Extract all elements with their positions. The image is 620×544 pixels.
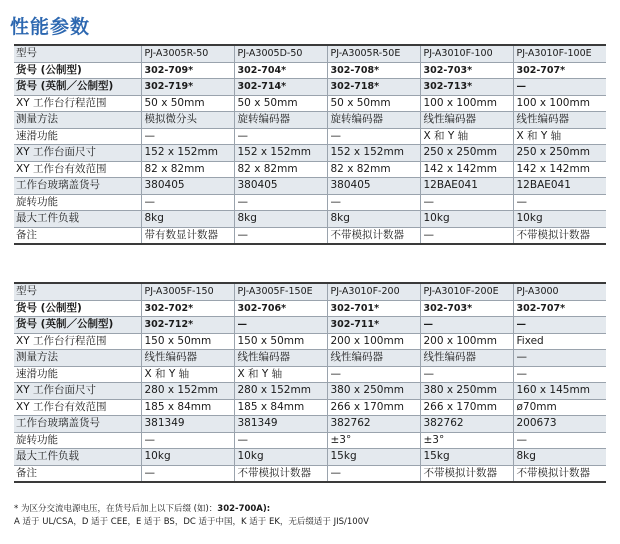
table-cell: 152 x 152mm xyxy=(234,145,327,162)
table-cell: 8kg xyxy=(513,449,606,466)
table-row xyxy=(14,350,606,367)
table-cell: — xyxy=(141,465,234,482)
table-cell: 82 x 82mm xyxy=(327,161,420,178)
table-cell: 12BAE041 xyxy=(513,178,606,195)
table-cell: — xyxy=(420,317,513,334)
table-row xyxy=(14,383,606,400)
row-label: 旋转功能 xyxy=(14,194,141,211)
table-cell: 旋转编码器 xyxy=(327,112,420,129)
table-cell: 381349 xyxy=(141,416,234,433)
table-row xyxy=(14,333,606,350)
table-row xyxy=(14,300,606,317)
table-cell: Fixed xyxy=(513,333,606,350)
row-label: 速滑功能 xyxy=(14,366,141,383)
spec-table-2-body xyxy=(14,283,606,482)
table-row xyxy=(14,432,606,449)
table-cell: — xyxy=(327,128,420,145)
table-cell: — xyxy=(141,194,234,211)
table-cell: 15kg xyxy=(327,449,420,466)
table-cell: 380405 xyxy=(141,178,234,195)
table-cell: 8kg xyxy=(234,211,327,228)
table-cell: 266 x 170mm xyxy=(420,399,513,416)
table-cell: 线性编码器 xyxy=(420,112,513,129)
table-cell: 不带模拟计数器 xyxy=(420,465,513,482)
table-cell: 50 x 50mm xyxy=(327,95,420,112)
table-cell: 382762 xyxy=(420,416,513,433)
table-cell: 160 x 145mm xyxy=(513,383,606,400)
table-row xyxy=(14,465,606,482)
table-cell: X 和 Y 轴 xyxy=(420,128,513,145)
table-row xyxy=(14,416,606,433)
table-cell: 302-702* xyxy=(141,300,234,317)
table-cell: 250 x 250mm xyxy=(420,145,513,162)
row-label: XY 工作台面尺寸 xyxy=(14,145,141,162)
table-cell: 旋转编码器 xyxy=(234,112,327,129)
table-row xyxy=(14,399,606,416)
row-label: XY 工作台有效范围 xyxy=(14,399,141,416)
table-cell: PJ-A3005R-50E xyxy=(327,45,420,62)
table-cell: PJ-A3010F-200 xyxy=(327,283,420,300)
table-cell: 线性编码器 xyxy=(420,350,513,367)
row-label: XY 工作台行程范围 xyxy=(14,95,141,112)
table-cell: 302-707* xyxy=(513,62,606,79)
table-cell: PJ-A3005D-50 xyxy=(234,45,327,62)
table-cell: — xyxy=(513,366,606,383)
table-cell: 185 x 84mm xyxy=(141,399,234,416)
row-label: 备注 xyxy=(14,465,141,482)
table-cell: 280 x 152mm xyxy=(141,383,234,400)
table-cell: 302-703* xyxy=(420,300,513,317)
table-cell: 280 x 152mm xyxy=(234,383,327,400)
table-cell: 302-701* xyxy=(327,300,420,317)
footnote-line-1 xyxy=(14,503,369,516)
table-row xyxy=(14,95,606,112)
table-header-row xyxy=(14,45,606,62)
table-row xyxy=(14,211,606,228)
table-cell: — xyxy=(420,194,513,211)
row-label: 测量方法 xyxy=(14,350,141,367)
table-cell: — xyxy=(420,227,513,244)
table-cell: 382762 xyxy=(327,416,420,433)
table-cell: 线性编码器 xyxy=(513,112,606,129)
table-cell: 380405 xyxy=(327,178,420,195)
table-header-row xyxy=(14,283,606,300)
table-cell: — xyxy=(327,194,420,211)
row-label: 货号 (英制／公制型) xyxy=(14,79,141,96)
table-cell: — xyxy=(513,194,606,211)
spec-table-1-body xyxy=(14,45,606,244)
table-cell: 380 x 250mm xyxy=(420,383,513,400)
table-cell: — xyxy=(234,128,327,145)
table-cell: 8kg xyxy=(141,211,234,228)
table-row xyxy=(14,145,606,162)
table-cell: — xyxy=(513,350,606,367)
row-label: 工作台玻璃盖货号 xyxy=(14,178,141,195)
table-cell: 8kg xyxy=(327,211,420,228)
table-row xyxy=(14,366,606,383)
table-cell: ±3° xyxy=(327,432,420,449)
table-cell: — xyxy=(513,317,606,334)
table-cell: PJ-A3000 xyxy=(513,283,606,300)
table-cell: 12BAE041 xyxy=(420,178,513,195)
row-label: XY 工作台行程范围 xyxy=(14,333,141,350)
table-cell: PJ-A3005F-150 xyxy=(141,283,234,300)
table-cell: 15kg xyxy=(420,449,513,466)
table-cell: 带有数显计数器 xyxy=(141,227,234,244)
table-row xyxy=(14,79,606,96)
table-cell: — xyxy=(513,79,606,96)
table-cell: X 和 Y 轴 xyxy=(513,128,606,145)
table-row xyxy=(14,227,606,244)
spec-table-1 xyxy=(14,44,606,245)
table-cell: 不带模拟计数器 xyxy=(513,465,606,482)
table-row xyxy=(14,62,606,79)
table-cell: — xyxy=(234,317,327,334)
table-cell: 10kg xyxy=(141,449,234,466)
table-cell: — xyxy=(513,432,606,449)
table-cell: PJ-A3010F-200E xyxy=(420,283,513,300)
table-cell: — xyxy=(141,128,234,145)
table-cell: 不带模拟计数器 xyxy=(234,465,327,482)
table-cell: 302-708* xyxy=(327,62,420,79)
table-cell: 模拟微分头 xyxy=(141,112,234,129)
table-cell: 50 x 50mm xyxy=(234,95,327,112)
table-row xyxy=(14,161,606,178)
table-row xyxy=(14,194,606,211)
row-label: 货号 (公制型) xyxy=(14,62,141,79)
table-cell: 142 x 142mm xyxy=(513,161,606,178)
table-cell: 150 x 50mm xyxy=(234,333,327,350)
table-cell: 381349 xyxy=(234,416,327,433)
table-cell: 152 x 152mm xyxy=(327,145,420,162)
table-cell: 185 x 84mm xyxy=(234,399,327,416)
table-cell: ±3° xyxy=(420,432,513,449)
row-label: 型号 xyxy=(14,45,141,62)
row-label: 最大工件负载 xyxy=(14,211,141,228)
table-row xyxy=(14,112,606,129)
table-row xyxy=(14,128,606,145)
table-cell: 302-706* xyxy=(234,300,327,317)
table-cell: 302-709* xyxy=(141,62,234,79)
table-cell: — xyxy=(327,465,420,482)
table-cell: 不带模拟计数器 xyxy=(327,227,420,244)
table-cell: 100 x 100mm xyxy=(420,95,513,112)
table-cell: 150 x 50mm xyxy=(141,333,234,350)
table-cell: 200 x 100mm xyxy=(420,333,513,350)
table-cell: 线性编码器 xyxy=(327,350,420,367)
table-row xyxy=(14,178,606,195)
table-cell: 82 x 82mm xyxy=(141,161,234,178)
table-cell: PJ-A3010F-100E xyxy=(513,45,606,62)
table-row xyxy=(14,449,606,466)
table-cell: 50 x 50mm xyxy=(141,95,234,112)
table-cell: 302-714* xyxy=(234,79,327,96)
table-cell: — xyxy=(234,227,327,244)
table-cell: — xyxy=(420,366,513,383)
table-cell: — xyxy=(234,194,327,211)
table-cell: — xyxy=(141,432,234,449)
table-cell: 302-707* xyxy=(513,300,606,317)
table-cell: X 和 Y 轴 xyxy=(234,366,327,383)
table-cell: 200673 xyxy=(513,416,606,433)
table-cell: X 和 Y 轴 xyxy=(141,366,234,383)
table-cell: 266 x 170mm xyxy=(327,399,420,416)
row-label: 旋转功能 xyxy=(14,432,141,449)
footnote-example: 302-700A xyxy=(217,504,263,514)
table-cell: PJ-A3005F-150E xyxy=(234,283,327,300)
table-cell: 302-718* xyxy=(327,79,420,96)
row-label: 备注 xyxy=(14,227,141,244)
table-cell: 200 x 100mm xyxy=(327,333,420,350)
table-cell: 302-711* xyxy=(327,317,420,334)
row-label: XY 工作台面尺寸 xyxy=(14,383,141,400)
table-row xyxy=(14,317,606,334)
table-cell: 100 x 100mm xyxy=(513,95,606,112)
row-label: 测量方法 xyxy=(14,112,141,129)
table-cell: 380405 xyxy=(234,178,327,195)
table-cell: — xyxy=(327,366,420,383)
table-cell: 线性编码器 xyxy=(141,350,234,367)
table-cell: 250 x 250mm xyxy=(513,145,606,162)
table-cell: 302-719* xyxy=(141,79,234,96)
table-cell: 152 x 152mm xyxy=(141,145,234,162)
row-label: 货号 (英制／公制型) xyxy=(14,317,141,334)
table-cell: 302-713* xyxy=(420,79,513,96)
table-cell: 302-704* xyxy=(234,62,327,79)
table-cell: 302-712* xyxy=(141,317,234,334)
table-cell: ø70mm xyxy=(513,399,606,416)
row-label: XY 工作台有效范围 xyxy=(14,161,141,178)
table-cell: 82 x 82mm xyxy=(234,161,327,178)
footnote-text: * 为区分交流电源电压，在货号后加上以下后缀 (如)： xyxy=(14,504,218,514)
table-cell: PJ-A3005R-50 xyxy=(141,45,234,62)
footnote xyxy=(14,503,369,529)
row-label: 货号 (公制型) xyxy=(14,300,141,317)
table-cell: 10kg xyxy=(513,211,606,228)
row-label: 工作台玻璃盖货号 xyxy=(14,416,141,433)
table-cell: 302-703* xyxy=(420,62,513,79)
row-label: 型号 xyxy=(14,283,141,300)
table-cell: 线性编码器 xyxy=(234,350,327,367)
table-cell: 380 x 250mm xyxy=(327,383,420,400)
table-cell: 142 x 142mm xyxy=(420,161,513,178)
table-cell: 10kg xyxy=(234,449,327,466)
table-cell: 不带模拟计数器 xyxy=(513,227,606,244)
table-cell: 10kg xyxy=(420,211,513,228)
table-cell: — xyxy=(234,432,327,449)
footnote-end: ): xyxy=(262,504,271,514)
row-label: 速滑功能 xyxy=(14,128,141,145)
page-title: 性能参数 xyxy=(10,16,91,38)
footnote-line-2: A 适于 UL/CSA，D 适于 CEE，E 适于 BS，DC 适于中国，K 适于 EK，无后缀适于 JIS/100V xyxy=(14,517,369,527)
spec-table-2 xyxy=(14,282,606,483)
row-label: 最大工件负载 xyxy=(14,449,141,466)
table-cell: PJ-A3010F-100 xyxy=(420,45,513,62)
